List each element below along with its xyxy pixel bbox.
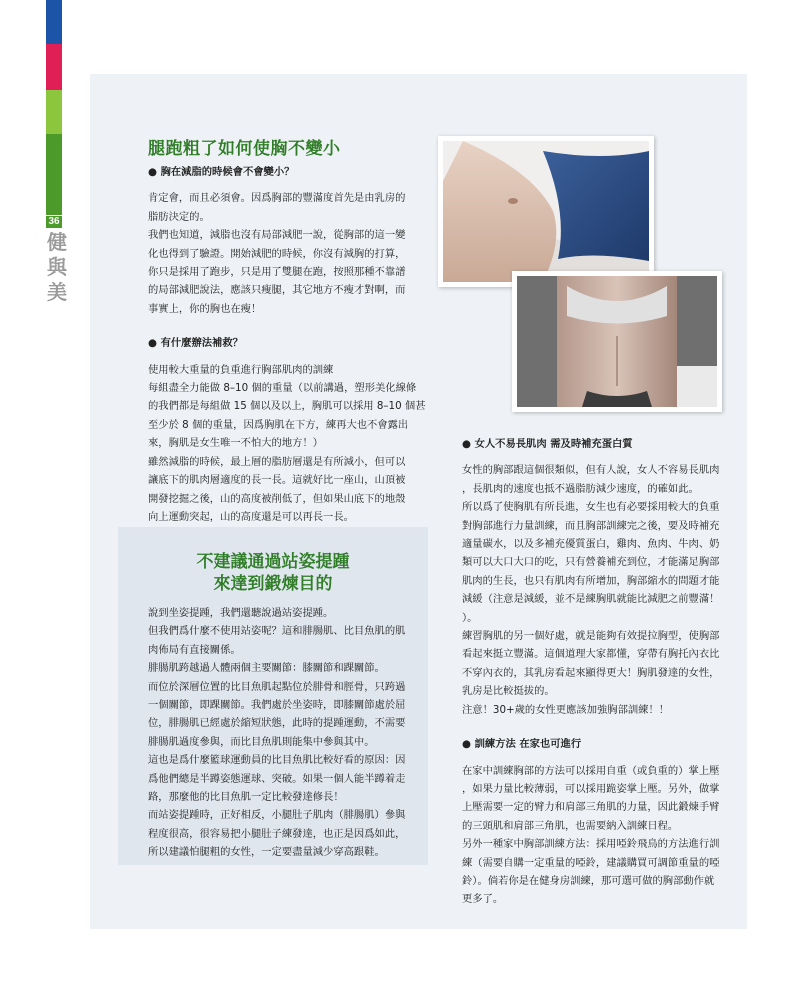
- right-column: [462, 435, 732, 909]
- section-heading: ● 女人不易長肌肉 需及時補充蛋白質: [462, 438, 633, 450]
- spacer: [462, 754, 732, 762]
- body-line: 注意！30+歲的女性更應該加強胸部訓練！！: [462, 703, 670, 716]
- section-heading: ● 胸在減脂的時候會不會變小？: [148, 166, 295, 178]
- body-line: 所以爲了使胸肌有所長進，女生也有必要採用較大的負重: [462, 501, 720, 514]
- body-line: 使用較大重量的負重進行胸部肌肉的訓練: [148, 363, 334, 376]
- body-line: ，長肌肉的速度也抵不過脂肪減少速度，的確如此。: [462, 482, 699, 495]
- body-line: 這也是爲什麼籃球運動員的比目魚肌比較好看的原因：因: [148, 754, 406, 767]
- body-line: 而位於深層位置的比目魚肌起點位於腓骨和脛骨，只跨過: [148, 680, 406, 693]
- body-line: 腓腸肌過度參與，而比目魚肌則能集中參與其中。: [148, 735, 375, 748]
- body-line: 而站姿提踵時，正好相反，小腿肚子肌肉（腓腸肌）參與: [148, 809, 406, 822]
- body-line: 對胸部進行力量訓練，而且胸部訓練完之後，要及時補充: [462, 519, 720, 532]
- spacer: [462, 453, 732, 461]
- body-line: 不穿內衣的，其乳房看起來顯得更大！胸肌發達的女性，: [462, 666, 720, 679]
- body-line: 的我們都是每組做 15 個以及以上，胸肌可以採用 8–10 個甚: [148, 400, 426, 413]
- body-line: 腓腸肌跨越過人體兩個主要關節：膝關節和踝關節。: [148, 662, 385, 675]
- body-line: ）。: [462, 611, 478, 624]
- torso-image: [517, 276, 717, 407]
- body-line: 來，胸肌是女生唯一不怕大的地方！）: [148, 437, 324, 450]
- color-strip-green: [46, 134, 62, 215]
- spacer: [148, 318, 430, 326]
- spacer: [462, 719, 732, 727]
- body-line: 開發挖掘之後，山的高度被削低了，但如果山底下的地殼: [148, 492, 406, 505]
- section-label: [44, 216, 70, 305]
- color-strip-lightgreen: [46, 90, 62, 134]
- body-line: 另外一種家中胸部訓練方法：採用啞鈴飛鳥的方法進行訓: [462, 838, 720, 851]
- left-column: [148, 163, 430, 526]
- box-body: [148, 604, 420, 862]
- section-char: 健: [47, 230, 67, 254]
- box-title: [118, 551, 428, 595]
- body-line: 上壓需要一定的臂力和肩部三角肌的力量，因此鍛煉手臂: [462, 801, 720, 814]
- body-line: 類可以大口大口的吃，只有營養補充到位，才能滿足胸部: [462, 556, 720, 569]
- body-line: 程度很高，很容易把小腿肚子練發達，也正是因爲如此，: [148, 827, 406, 840]
- body-line: 適量碳水，以及多補充優質蛋白，雞肉、魚肉、牛肉、奶: [462, 538, 720, 551]
- body-line: 肉佈局有直接關係。: [148, 643, 241, 656]
- body-line: 一個關節，即踝關節。我們處於坐姿時，即膝關節處於屈: [148, 699, 406, 712]
- color-strip-blue: [46, 0, 62, 44]
- photo-sports-bra: [512, 271, 722, 412]
- article-title: 腿跑粗了如何使胸不變小: [148, 139, 341, 159]
- body-line: 事實上，你的胸也在瘦！: [148, 302, 262, 315]
- body-line: 化也得到了驗證。開始減肥的時候，你沒有減胸的打算，: [148, 247, 406, 260]
- body-line: 說到坐姿提踵，我們還聽說過站姿提踵。: [148, 607, 334, 619]
- body-line: 練（需要自購一定重量的啞鈴，建議購買可調節重量的啞: [462, 856, 720, 869]
- spacer: [462, 727, 732, 735]
- body-line: 在家中訓練胸部的方法可以採用自重（或負重的）掌上壓: [462, 764, 720, 777]
- body-line: 更多了。: [462, 893, 504, 906]
- body-line: 肌肉的生長，也只有肌肉有所增加，胸部縮水的問題才能: [462, 574, 720, 587]
- spacer: [148, 326, 430, 334]
- body-line: 但我們爲什麼不使用站姿呢？這和腓腸肌、比目魚肌的肌: [148, 625, 406, 638]
- box-title-line: 來達到鍛煉目的: [213, 574, 333, 594]
- body-line: 減緩（注意是減緩，並不是練胸肌就能比減肥之前豐滿！: [462, 593, 720, 606]
- body-line: 位，腓腸肌已經處於縮短狀態，此時的提踵運動，不需要: [148, 717, 406, 730]
- body-line: 肯定會，而且必須會。因爲胸部的豐滿度首先是由乳房的: [148, 192, 406, 205]
- section-char: 美: [47, 280, 67, 304]
- body-line: 向上運動突起，山的高度還是可以再長一長。: [148, 510, 354, 523]
- body-line: 路，那麼他的比目魚肌一定比較發達修長！: [148, 791, 344, 804]
- body-line: 看起來挺立豐滿。這個道理大家都懂，穿帶有胸托內衣比: [462, 648, 720, 661]
- body-line: 讓底下的肌肉層適度的長一長。這就好比一座山，山頂被: [148, 474, 406, 487]
- section-heading: ● 有什麼辦法補救？: [148, 337, 243, 350]
- color-strip-red: [46, 44, 62, 90]
- body-line: 的三頭肌和肩部三角肌，也需要納入訓練日程。: [462, 819, 679, 832]
- body-line: 雖然減脂的時候，最上層的脂肪層還是有所減小，但可以: [148, 455, 406, 468]
- body-line: 鈴）。倘若你是在健身房訓練，那可選可做的胸部動作就: [462, 874, 715, 887]
- body-line: 練習胸肌的另一個好處，就是能夠有效提拉胸型，使胸部: [462, 630, 720, 643]
- section-heading: ● 訓練方法 在家也可進行: [462, 738, 582, 751]
- section-char: 與: [47, 255, 67, 279]
- spacer: [148, 181, 430, 189]
- body-line: 你只是採用了跑步，只是用了雙腿在跑，按照那種不靠譜: [148, 266, 406, 279]
- body-line: 乳房是比較挺拔的。: [462, 685, 555, 698]
- spacer: [148, 353, 430, 361]
- body-line: 至少於 8 個的重量，因爲胸肌在下方，練再大也不會露出: [148, 418, 409, 431]
- body-line: 女性的胸部跟這個很類似，但有人說，女人不容易長肌肉: [462, 464, 720, 477]
- body-line: 所以建議怕腿粗的女性，一定要盡量減少穿高跟鞋。: [148, 846, 385, 859]
- body-line: 脂肪決定的。: [148, 210, 210, 223]
- body-line: 每組盡全力能做 8–10 個的重量（以前講過，塑形美化線條: [148, 382, 417, 395]
- body-line: 我們也知道，減脂也沒有局部減肥一說，從胸部的這一變: [148, 229, 406, 242]
- box-title-line: 不建議通過站姿提踵: [196, 552, 350, 572]
- page-number: 36: [46, 216, 62, 228]
- body-line: ，如果力量比較薄弱，可以採用跪姿掌上壓。另外，做掌: [462, 782, 720, 795]
- waist-image: [443, 141, 649, 282]
- photo-waist-jeans: [438, 136, 654, 287]
- body-line: 的局部減肥說法，應該只瘦腿，其它地方不瘦才對啊，而: [148, 284, 406, 297]
- body-line: 爲他們總是半蹲姿態運球、突破。如果一個人能半蹲着走: [148, 772, 406, 785]
